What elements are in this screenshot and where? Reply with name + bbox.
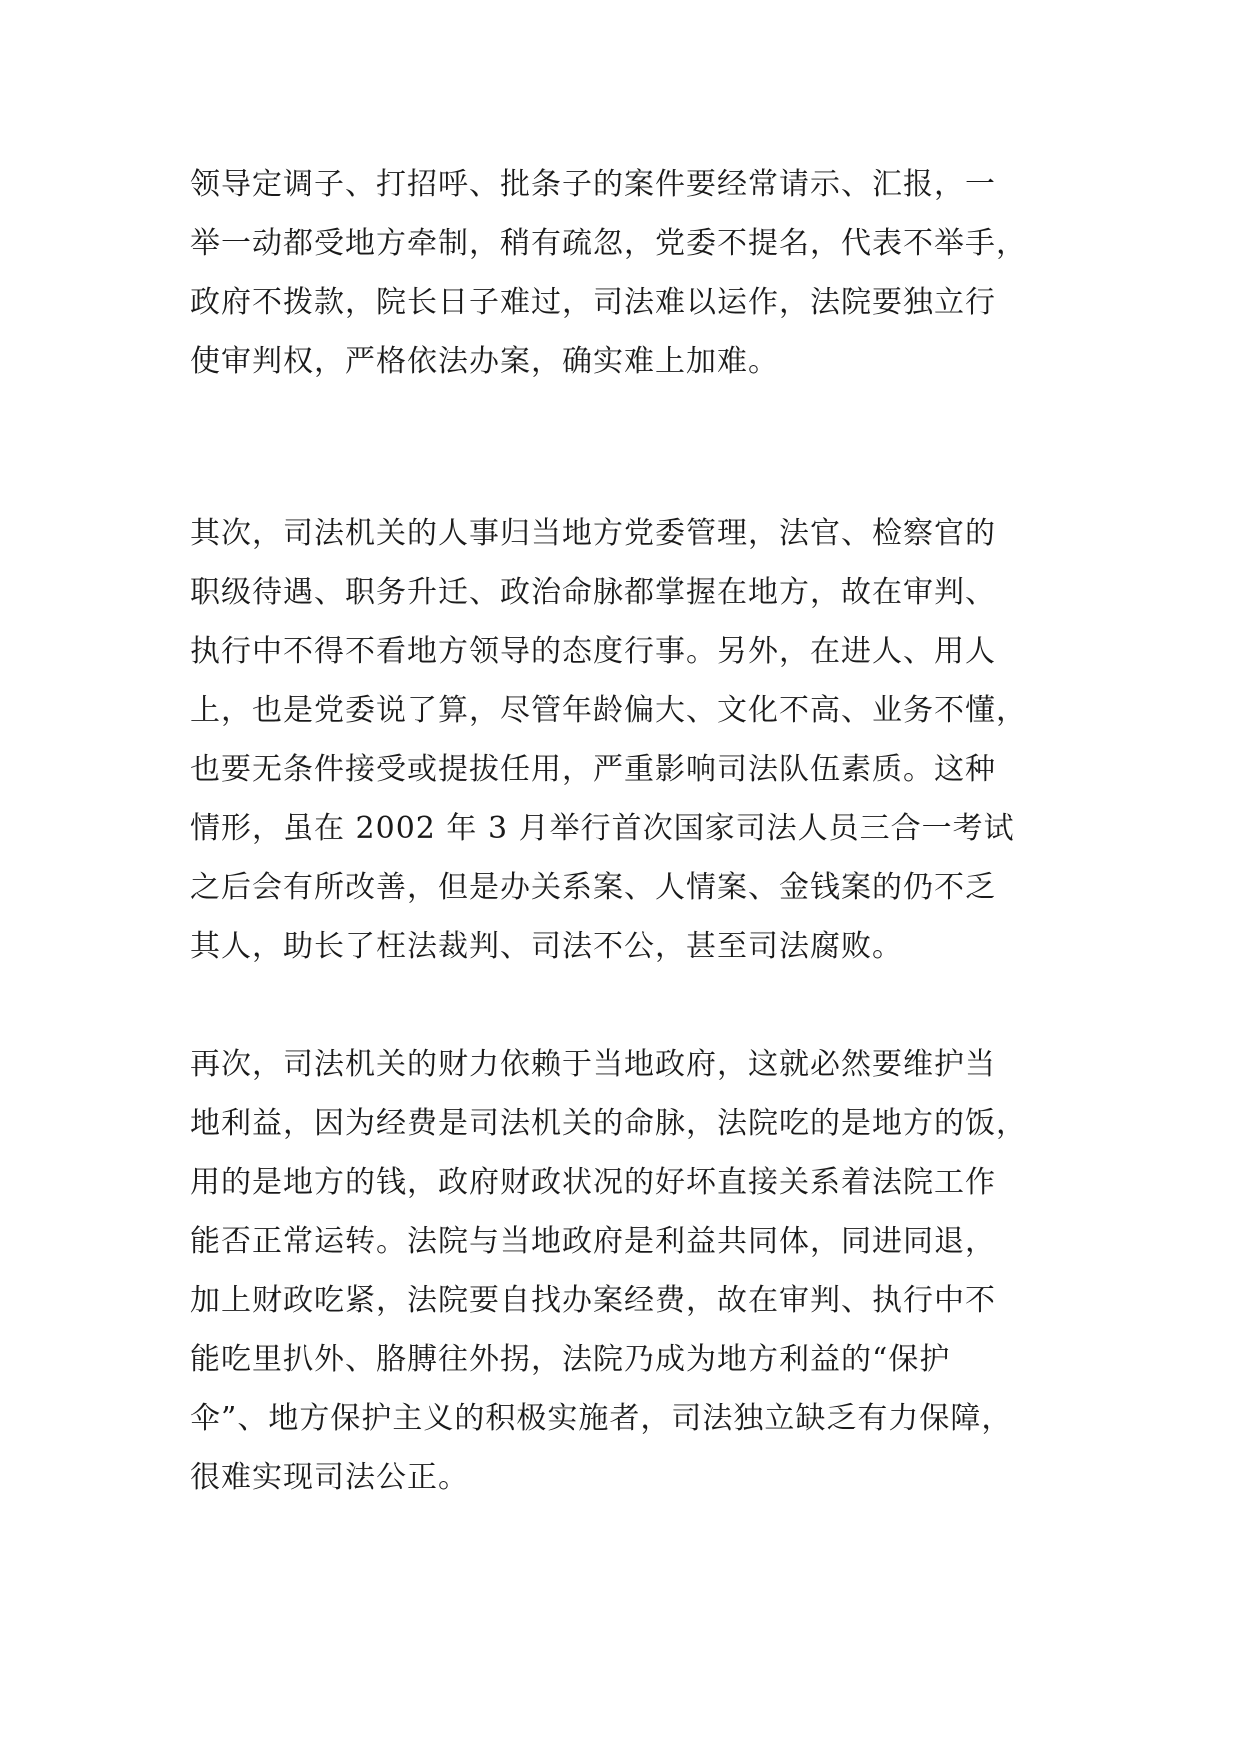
text-line: 情形，虽在 2002 年 3 月举行首次国家司法人员三合一考试: [190, 811, 1015, 846]
text-line: 地利益，因为经费是司法机关的命脉，法院吃的是地方的饭，: [190, 1106, 1027, 1141]
text-line: 职级待遇、职务升迁、政治命脉都掌握在地方，故在审判、: [190, 575, 996, 610]
text-line: 伞”、地方保护主义的积极实施者，司法独立缺乏有力保障，: [190, 1401, 1013, 1436]
text-line: 之后会有所改善，但是办关系案、人情案、金钱案的仍不乏: [190, 870, 996, 905]
text-line: 能吃里扒外、胳膊往外拐，法院乃成为地方利益的“保护: [190, 1342, 951, 1377]
paragraph-2: [190, 504, 1050, 976]
text-line: 使审判权，严格依法办案，确实难上加难。: [190, 344, 779, 379]
paragraph-1: [190, 155, 1050, 391]
text-line: 再次，司法机关的财力依赖于当地政府，这就必然要维护当: [190, 1047, 996, 1082]
text-line: 用的是地方的钱，政府财政状况的好坏直接关系着法院工作: [190, 1165, 996, 1200]
text-line: 领导定调子、打招呼、批条子的案件要经常请示、汇报，一: [190, 167, 996, 202]
text-line: 其次，司法机关的人事归当地方党委管理，法官、检察官的: [190, 516, 996, 551]
paragraph-3: [190, 1035, 1050, 1507]
text-line: 能否正常运转。法院与当地政府是利益共同体，同进同退，: [190, 1224, 996, 1259]
text-line: 很难实现司法公正。: [190, 1460, 469, 1495]
text-line: 也要无条件接受或提拔任用，严重影响司法队伍素质。这种: [190, 752, 996, 787]
text-line: 举一动都受地方牵制，稍有疏忽，党委不提名，代表不举手，: [190, 226, 1027, 261]
text-line: 其人，助长了枉法裁判、司法不公，甚至司法腐败。: [190, 929, 903, 964]
text-line: 加上财政吃紧，法院要自找办案经费，故在审判、执行中不: [190, 1283, 996, 1318]
text-line: 政府不拨款，院长日子难过，司法难以运作，法院要独立行: [190, 285, 996, 320]
text-line: 上，也是党委说了算，尽管年龄偏大、文化不高、业务不懂，: [190, 693, 1027, 728]
text-line: 执行中不得不看地方领导的态度行事。另外，在进人、用人: [190, 634, 996, 669]
